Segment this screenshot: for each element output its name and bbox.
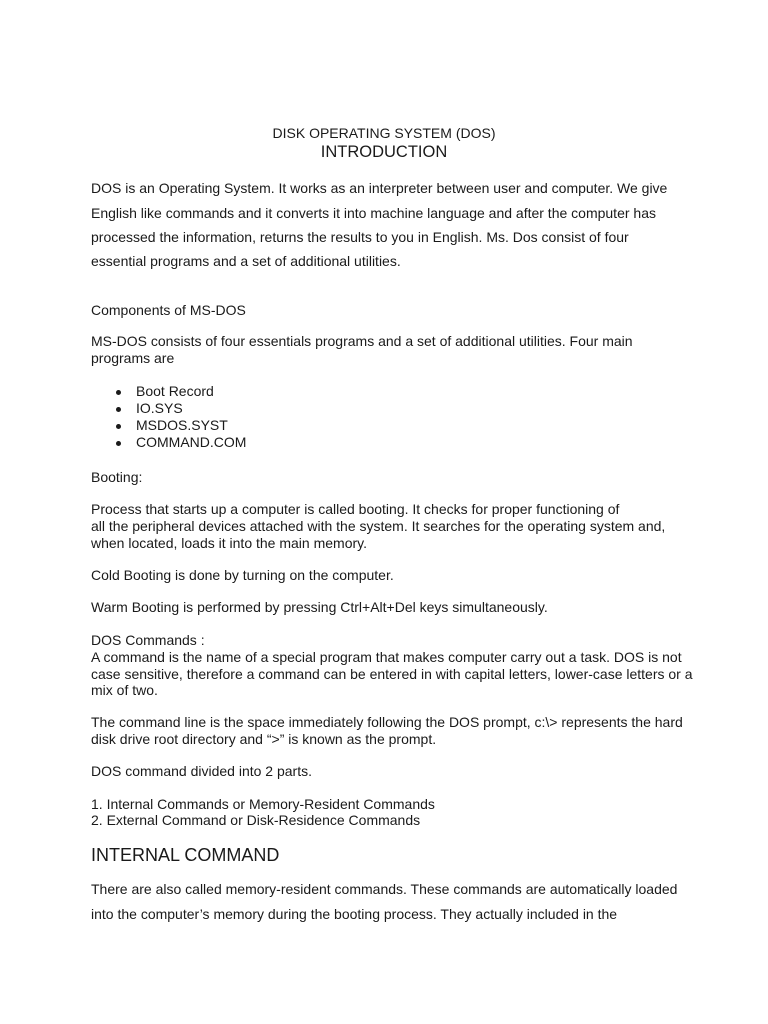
booting-desc-line: Process that starts up a computer is called booting. It checks for proper functioning of bbox=[91, 501, 620, 517]
booting-desc-line: when located, loads it into the main memory. bbox=[91, 535, 367, 551]
components-desc-line: programs are bbox=[91, 350, 175, 366]
bullet-item-label: Boot Record bbox=[136, 383, 214, 399]
bullet-item bbox=[91, 383, 246, 400]
intro-line: processed the information, returns the results to you in English. Ms. Dos consist of four bbox=[91, 229, 629, 245]
bullet-icon bbox=[116, 441, 121, 446]
intro-line: DOS is an Operating System. It works as an interpreter between user and computer. We give bbox=[91, 180, 668, 196]
booting-desc-line: all the peripheral devices attached with the system. It searches for the operating system and, bbox=[91, 518, 666, 534]
commands-divided-text: DOS command divided into 2 parts. bbox=[91, 763, 312, 779]
document-title: DISK OPERATING SYSTEM (DOS) bbox=[272, 125, 496, 141]
command-part-item: 1. Internal Commands or Memory-Resident Commands bbox=[91, 796, 435, 812]
warm-booting-text: Warm Booting is performed by pressing Ctrl+Alt+Del keys simultaneously. bbox=[91, 599, 548, 615]
bullet-item-label: MSDOS.SYST bbox=[136, 417, 228, 433]
command-part-item: 2. External Command or Disk-Residence Commands bbox=[91, 812, 421, 828]
commands-heading: DOS Commands : bbox=[91, 632, 205, 648]
bullet-item bbox=[91, 434, 246, 451]
components-desc-line: MS-DOS consists of four essentials programs and a set of additional utilities. Four main bbox=[91, 333, 633, 349]
bullet-item bbox=[91, 400, 246, 417]
intro-line: English like commands and it converts it into machine language and after the computer has bbox=[91, 205, 656, 221]
bullet-item bbox=[91, 417, 246, 434]
booting-heading: Booting: bbox=[91, 469, 143, 485]
internal-command-heading: INTERNAL COMMAND bbox=[91, 845, 280, 865]
internal-desc-line: There are also called memory-resident commands. These commands are automatically loaded bbox=[91, 881, 678, 897]
bullet-item-label: COMMAND.COM bbox=[136, 434, 247, 450]
command-line-text: The command line is the space immediately following the DOS prompt, c:\> represents the hard bbox=[91, 714, 683, 730]
bullet-icon bbox=[116, 390, 121, 395]
section-title-introduction: INTRODUCTION bbox=[320, 143, 448, 161]
internal-desc-line: into the computer’s memory during the booting process. They actually included in the bbox=[91, 906, 618, 922]
commands-desc-line: A command is the name of a special program that makes computer carry out a task. DOS is not bbox=[91, 649, 682, 665]
command-line-text: disk drive root directory and “>” is known as the prompt. bbox=[91, 731, 437, 747]
bullet-item-label: IO.SYS bbox=[136, 400, 183, 416]
components-heading: Components of MS-DOS bbox=[91, 302, 246, 318]
commands-desc-line: mix of two. bbox=[91, 682, 158, 698]
components-bullet-list bbox=[91, 383, 246, 451]
commands-desc-line: case sensitive, therefore a command can be entered in with capital letters, lower-case letters or a bbox=[91, 666, 693, 682]
intro-line: essential programs and a set of additional utilities. bbox=[91, 253, 401, 269]
cold-booting-text: Cold Booting is done by turning on the computer. bbox=[91, 567, 394, 583]
bullet-icon bbox=[116, 407, 121, 412]
bullet-icon bbox=[116, 424, 121, 429]
